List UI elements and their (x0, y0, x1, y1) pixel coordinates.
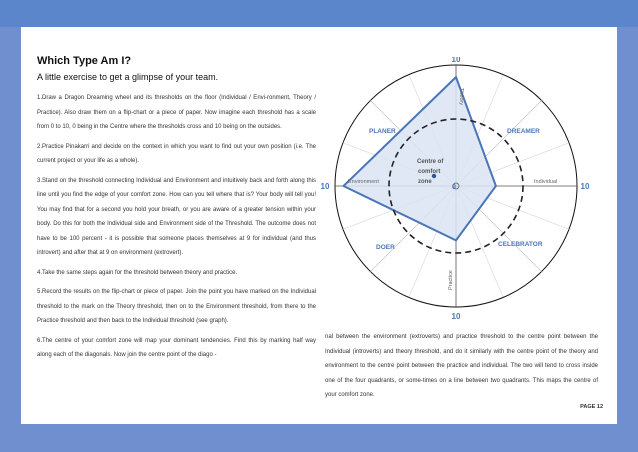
step-1: 1.Draw a Dragon Dreaming wheel and its thresholds on the floor (Individual / Envi-ronment, Theory / Practice). Also draw them on a flip-chart or a piece of paper. Now imagine each threshold has a scale from 0 to 10, 0 being in the Centre where the thresholds cross and 10 being on the outsides. (37, 95, 316, 130)
scale-label-right: 10 (580, 182, 590, 191)
page-number: PAGE 12 (580, 404, 603, 410)
quadrant-celebrator: CELEBRATOR (498, 241, 543, 248)
scale-label-top: 10 (451, 57, 461, 64)
step-6: 6.The centre of your comfort zone will map your dominant tendencies. Find this by marking half way along each of the diagonals. Now join the centre point of the diago - (37, 337, 316, 358)
step-5: 5.Record the results on the flip-chart or piece of paper. Join the point you have marked on the Individual threshold to the mark on the Theory threshold, then on to the Environment threshold, from there to the Practice threshold and then back to the Individual threshold (see graph). (37, 289, 316, 324)
axis-label-theory: Theory (458, 88, 464, 106)
scale-label-left: 10 (321, 182, 330, 191)
quadrant-doer: DOER (376, 244, 395, 251)
document-page (21, 27, 617, 424)
step-2: 2.Practice Pinakarri and decide on the context in which you want to find out your own position (i.e. The current project or your life as a whole). (37, 143, 316, 164)
top-band (0, 0, 638, 27)
dragon-dreaming-wheel (321, 57, 617, 327)
quadrant-planer: PLANER (369, 128, 396, 135)
axis-label-practice: Practice (448, 270, 454, 290)
axis-label-individual: Individual (534, 179, 558, 185)
centre-label-line-3: zone (418, 179, 432, 185)
page-title: Which Type Am I? (37, 55, 132, 67)
step-6-continuation: nal between the environment (extroverts) and practice threshold to the centre point between the Individual (introverts) and theory threshold, and do it similarly with the centre point of the theory and environment to the centre point between the practice and individual. The two will tend to cross inside one of the four quadrants, or some-times on a line between two quadrants. This maps the centre of your comfort zone. (325, 334, 598, 398)
centre-label-line-1: Centre of (417, 159, 444, 165)
step-4: 4.Take the same steps again for the threshold between theory and practice. (37, 269, 238, 276)
quadrant-dreamer: DREAMER (507, 128, 540, 135)
steps-column (37, 91, 316, 368)
scale-label-bottom: 10 (451, 312, 461, 321)
centre-label-line-2: comfort (418, 169, 441, 175)
axis-label-environment: Environment (348, 179, 379, 185)
origin-label: 0 (452, 184, 456, 191)
page-subtitle: A little exercise to get a glimpse of your team. (37, 72, 219, 82)
step-3: 3.Stand on the threshold connecting Individual and Environment and intuitively back and forth along this line until you find the edge of your comfort zone. How can you tell where that is? Your body will tell you! You may find that for a second you hold your breath, or you are aware of a greater tension within your body. Do this for both the Individual side and Environment side of the Threshold. The outcome does not have to be 100 percent - it is possible that someone places themselves at 9 for individual (and thus introvert) and after that at 9 on environment (extrovert). (37, 177, 316, 256)
